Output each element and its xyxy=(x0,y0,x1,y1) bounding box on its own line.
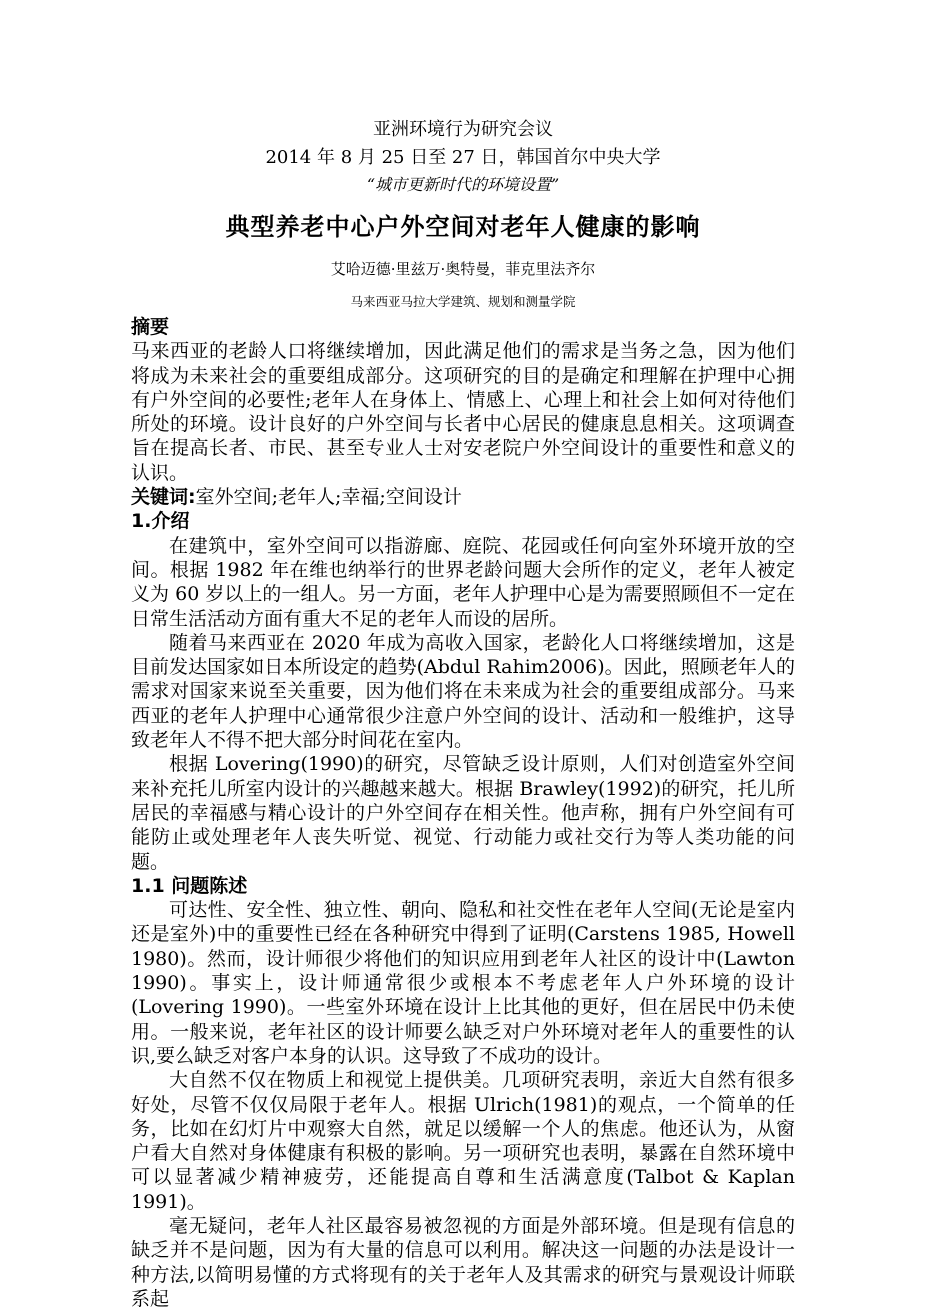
problem-paragraph-2: 大自然不仅在物质上和视觉上提供美。几项研究表明，亲近大自然有很多好处，尽管不仅仅局限于老年人。根据 Ulrich(1981)的观点，一个简单的任务，比如在幻灯片中观察大自然，就足以缓解一个人的焦虑。他还认为，从窗户看大自然对身体健康有积极的影响。另一项研究也表明，暴露在自然环境中可以显著减少精神疲劳，还能提高自尊和生活满意度(Talbot & Kaplan 1991)。 xyxy=(131,1069,795,1213)
conference-name: 亚洲环境行为研究会议 xyxy=(373,119,553,140)
intro-paragraph-1: 在建筑中，室外空间可以指游廊、庭院、花园或任何向室外环境开放的空间。根据 1982 年在维也纳举行的世界老龄问题大会所作的定义，老年人被定义为 60 岁以上的一组人。另一方面，老年人护理中心是为需要照顾但不一定在日常生活活动方面有重大不足的老年人而设的居所。 xyxy=(131,534,795,630)
intro-paragraph-3: 根据 Lovering(1990)的研究，尽管缺乏设计原则，人们对创造室外空间来补充托儿所室内设计的兴趣越来越大。根据 Brawley(1992)的研究，托儿所居民的幸福感与精心设计的户外空间存在相关性。他声称，拥有户外空间有可能防止或处理老年人丧失听觉、视觉、行动能力或社交行为等人类功能的问题。 xyxy=(131,753,795,873)
paper-title: 典型养老中心户外空间对老年人健康的影响 xyxy=(225,213,701,241)
authors-line: 艾哈迈德·里兹万·奥特曼，菲克里法齐尔 xyxy=(330,260,596,278)
keywords-text: 室外空间;老年人;幸福;空间设计 xyxy=(195,486,462,509)
abstract-heading: 摘要 xyxy=(131,316,170,338)
section-heading-problem-statement: 1.1 问题陈述 xyxy=(131,874,248,897)
conference-date-location: 2014 年 8 月 25 日至 27 日，韩国首尔中央大学 xyxy=(265,147,661,168)
keywords-line xyxy=(131,485,795,509)
affiliation-line: 马来西亚马拉大学建筑、规划和测量学院 xyxy=(350,294,576,309)
document-body xyxy=(131,315,795,1311)
conference-theme-quote: “城市更新时代的环境设置” xyxy=(366,175,560,194)
problem-paragraph-1: 可达性、安全性、独立性、朝向、隐私和社交性在老年人空间(无论是室内还是室外)中的重要性已经在各种研究中得到了证明(Carstens 1985, Howell 1980)。然而，设计师很少将他们的知识应用到老年人社区的设计中(Lawton 1990)。事实上，设计师通常很少或根本不考虑老年人户外环境的设计(Lovering 1990)。一些室外环境在设计上比其他的更好，但在居民中仍未使用。一般来说，老年社区的设计师要么缺乏对户外环境对老年人的重要性的认识,要么缺乏对客户本身的认识。这导致了不成功的设计。 xyxy=(131,899,795,1067)
intro-paragraph-2: 随着马来西亚在 2020 年成为高收入国家，老龄化人口将继续增加，这是目前发达国家如日本所设定的趋势(Abdul Rahim2006)。因此，照顾老年人的需求对国家来说至关重要，因为他们将在未来成为社会的重要组成部分。马来西亚的老年人护理中心通常很少注意户外空间的设计、活动和一般维护，这导致老年人不得不把大部分时间花在室内。 xyxy=(131,631,795,752)
abstract-text: 马来西亚的老龄人口将继续增加，因此满足他们的需求是当务之急，因为他们将成为未来社会的重要组成部分。这项研究的目的是确定和理解在护理中心拥有户外空间的必要性;老年人在身体上、情感上、心理上和社会上如何对待他们所处的环境。设计良好的户外空间与长者中心居民的健康息息相关。这项调查旨在提高长者、市民、甚至专业人士对安老院户外空间设计的重要性和意义的认识。 xyxy=(131,340,795,484)
keywords-label: 关键词: xyxy=(131,486,196,509)
problem-paragraph-3: 毫无疑问，老年人社区最容易被忽视的方面是外部环境。但是现有信息的缺乏并不是问题，因为有大量的信息可以利用。解决这一问题的办法是设计一种方法,以简明易懂的方式将现有的关于老年人及其需求的研究与景观设计师联系起 xyxy=(131,1214,795,1310)
section-heading-introduction: 1.介绍 xyxy=(131,510,190,533)
